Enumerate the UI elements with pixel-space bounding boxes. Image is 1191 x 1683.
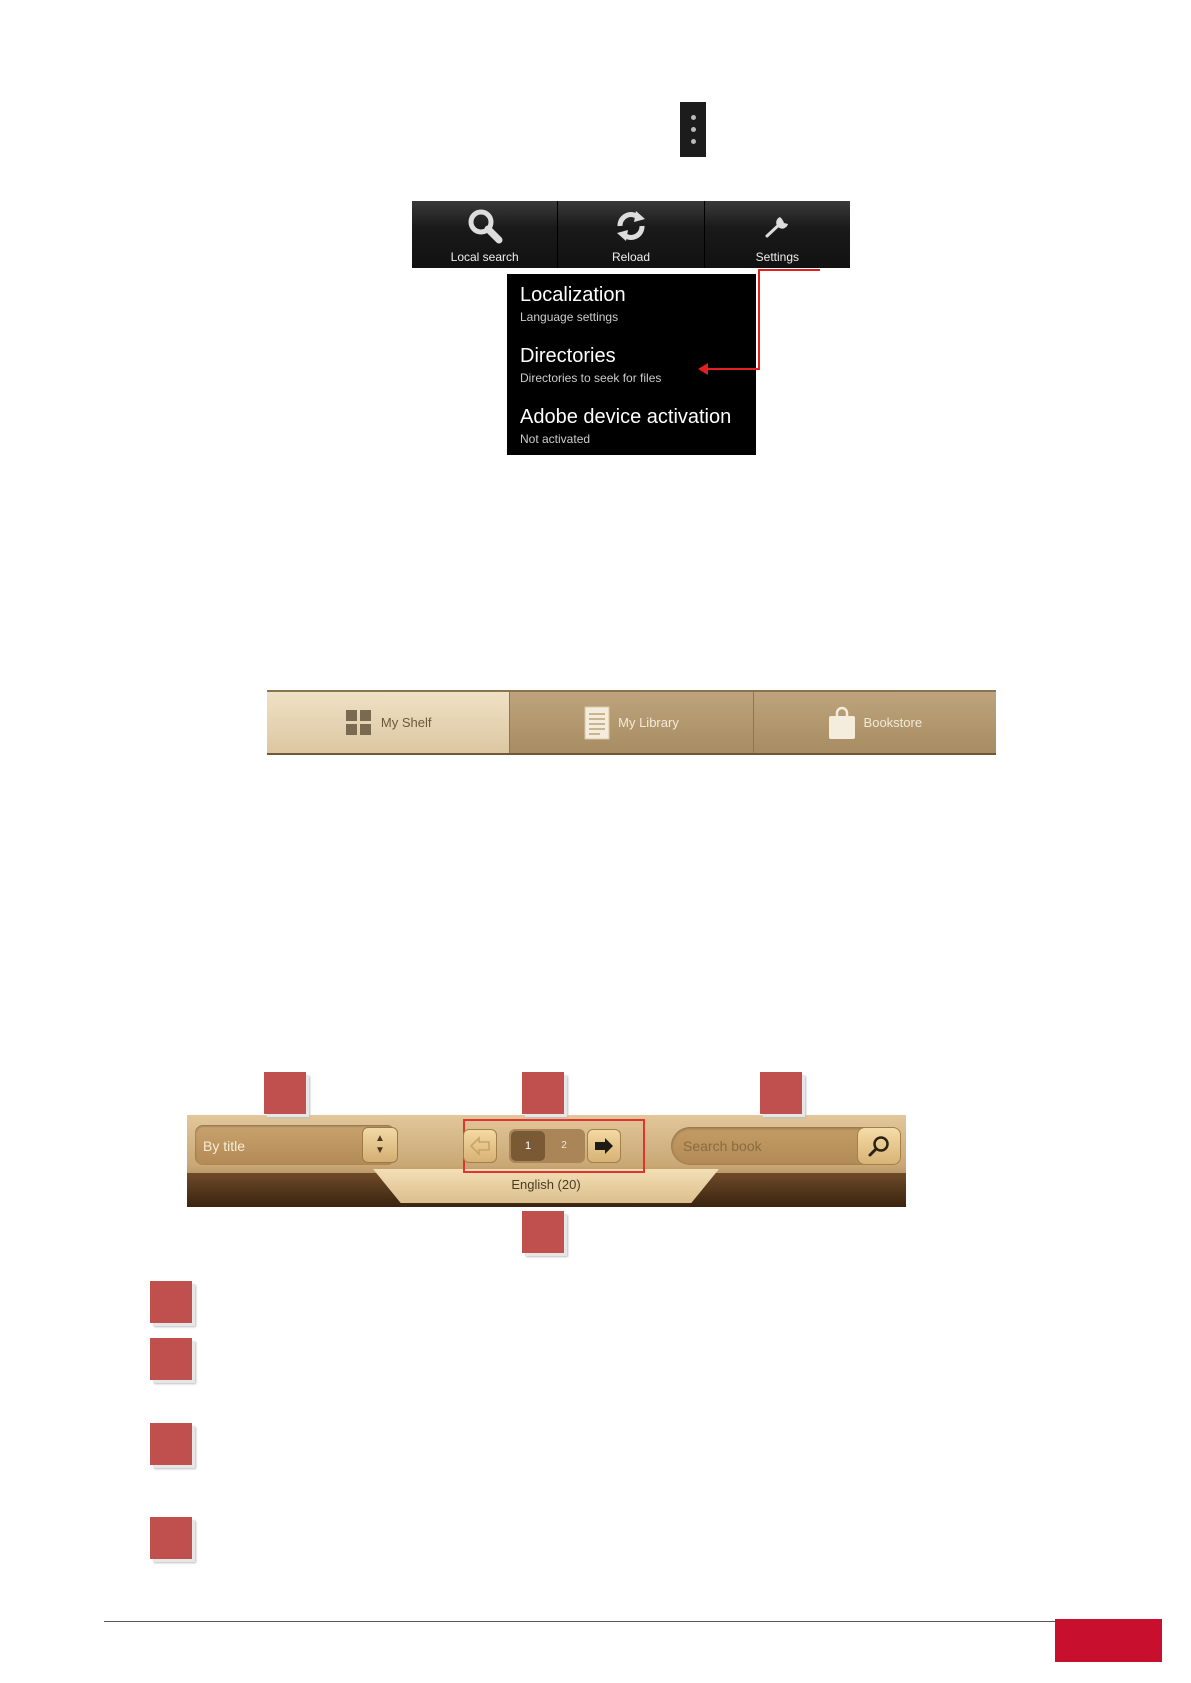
callout-marker (150, 1517, 192, 1559)
menu-item-subtitle: Not activated (520, 432, 591, 446)
previous-page-button[interactable] (463, 1129, 497, 1163)
menu-item-localization[interactable] (520, 284, 752, 324)
callout-marker (150, 1338, 192, 1380)
local-search-label: Local search (450, 250, 519, 264)
callout-marker (760, 1072, 802, 1114)
callout-marker (522, 1072, 564, 1114)
reload-icon (612, 207, 650, 250)
menu-item-title: Directories (520, 345, 616, 367)
callout-line (758, 269, 820, 271)
search-button[interactable] (857, 1127, 901, 1165)
footer-divider (104, 1621, 1160, 1622)
settings-button[interactable] (705, 201, 850, 268)
page-number-tab (1055, 1619, 1162, 1662)
search-icon (466, 207, 504, 250)
arrow-right-icon (593, 1136, 615, 1156)
menu-item-title: Adobe device activation (520, 406, 732, 428)
page-1-button[interactable]: 1 (511, 1131, 545, 1161)
menu-item-subtitle: Directories to seek for files (520, 371, 662, 385)
grid-icon (345, 709, 373, 737)
settings-label: Settings (755, 250, 799, 264)
tab-my-library[interactable] (510, 692, 753, 753)
menu-item-subtitle: Language settings (520, 310, 619, 324)
next-page-button[interactable] (587, 1129, 621, 1163)
sort-label: By title (203, 1138, 246, 1154)
list-icon (584, 706, 610, 740)
wrench-icon (758, 207, 796, 250)
menu-item-adobe-activation[interactable] (520, 406, 752, 446)
local-search-button[interactable] (412, 201, 558, 268)
reload-label: Reload (611, 250, 650, 264)
menu-item-directories[interactable] (520, 345, 752, 385)
settings-menu (507, 274, 756, 455)
arrow-left-icon (469, 1136, 491, 1156)
callout-line (706, 368, 760, 370)
tab-label: My Shelf (380, 715, 432, 730)
tab-bar (267, 690, 996, 755)
magnifier-icon (867, 1134, 891, 1158)
callout-marker (264, 1072, 306, 1114)
menu-item-title: Localization (520, 284, 626, 306)
tab-label: Bookstore (863, 715, 923, 730)
overflow-menu-icon[interactable] (680, 102, 706, 157)
reload-button[interactable] (558, 201, 704, 268)
sort-arrows-icon[interactable]: ▲ ▼ (362, 1127, 398, 1163)
bag-icon (828, 706, 856, 740)
library-toolbar (187, 1115, 906, 1207)
action-bar (412, 201, 850, 268)
page-2-button[interactable]: 2 (561, 1140, 567, 1151)
callout-arrow-icon (698, 363, 708, 375)
tab-label: My Library (618, 715, 679, 730)
callout-marker (522, 1211, 564, 1253)
tab-my-shelf[interactable] (267, 692, 510, 753)
category-label: English (20) (511, 1177, 581, 1192)
callout-marker (150, 1423, 192, 1465)
tab-bookstore[interactable] (754, 692, 996, 753)
callout-marker (150, 1281, 192, 1323)
callout-line (758, 270, 760, 370)
